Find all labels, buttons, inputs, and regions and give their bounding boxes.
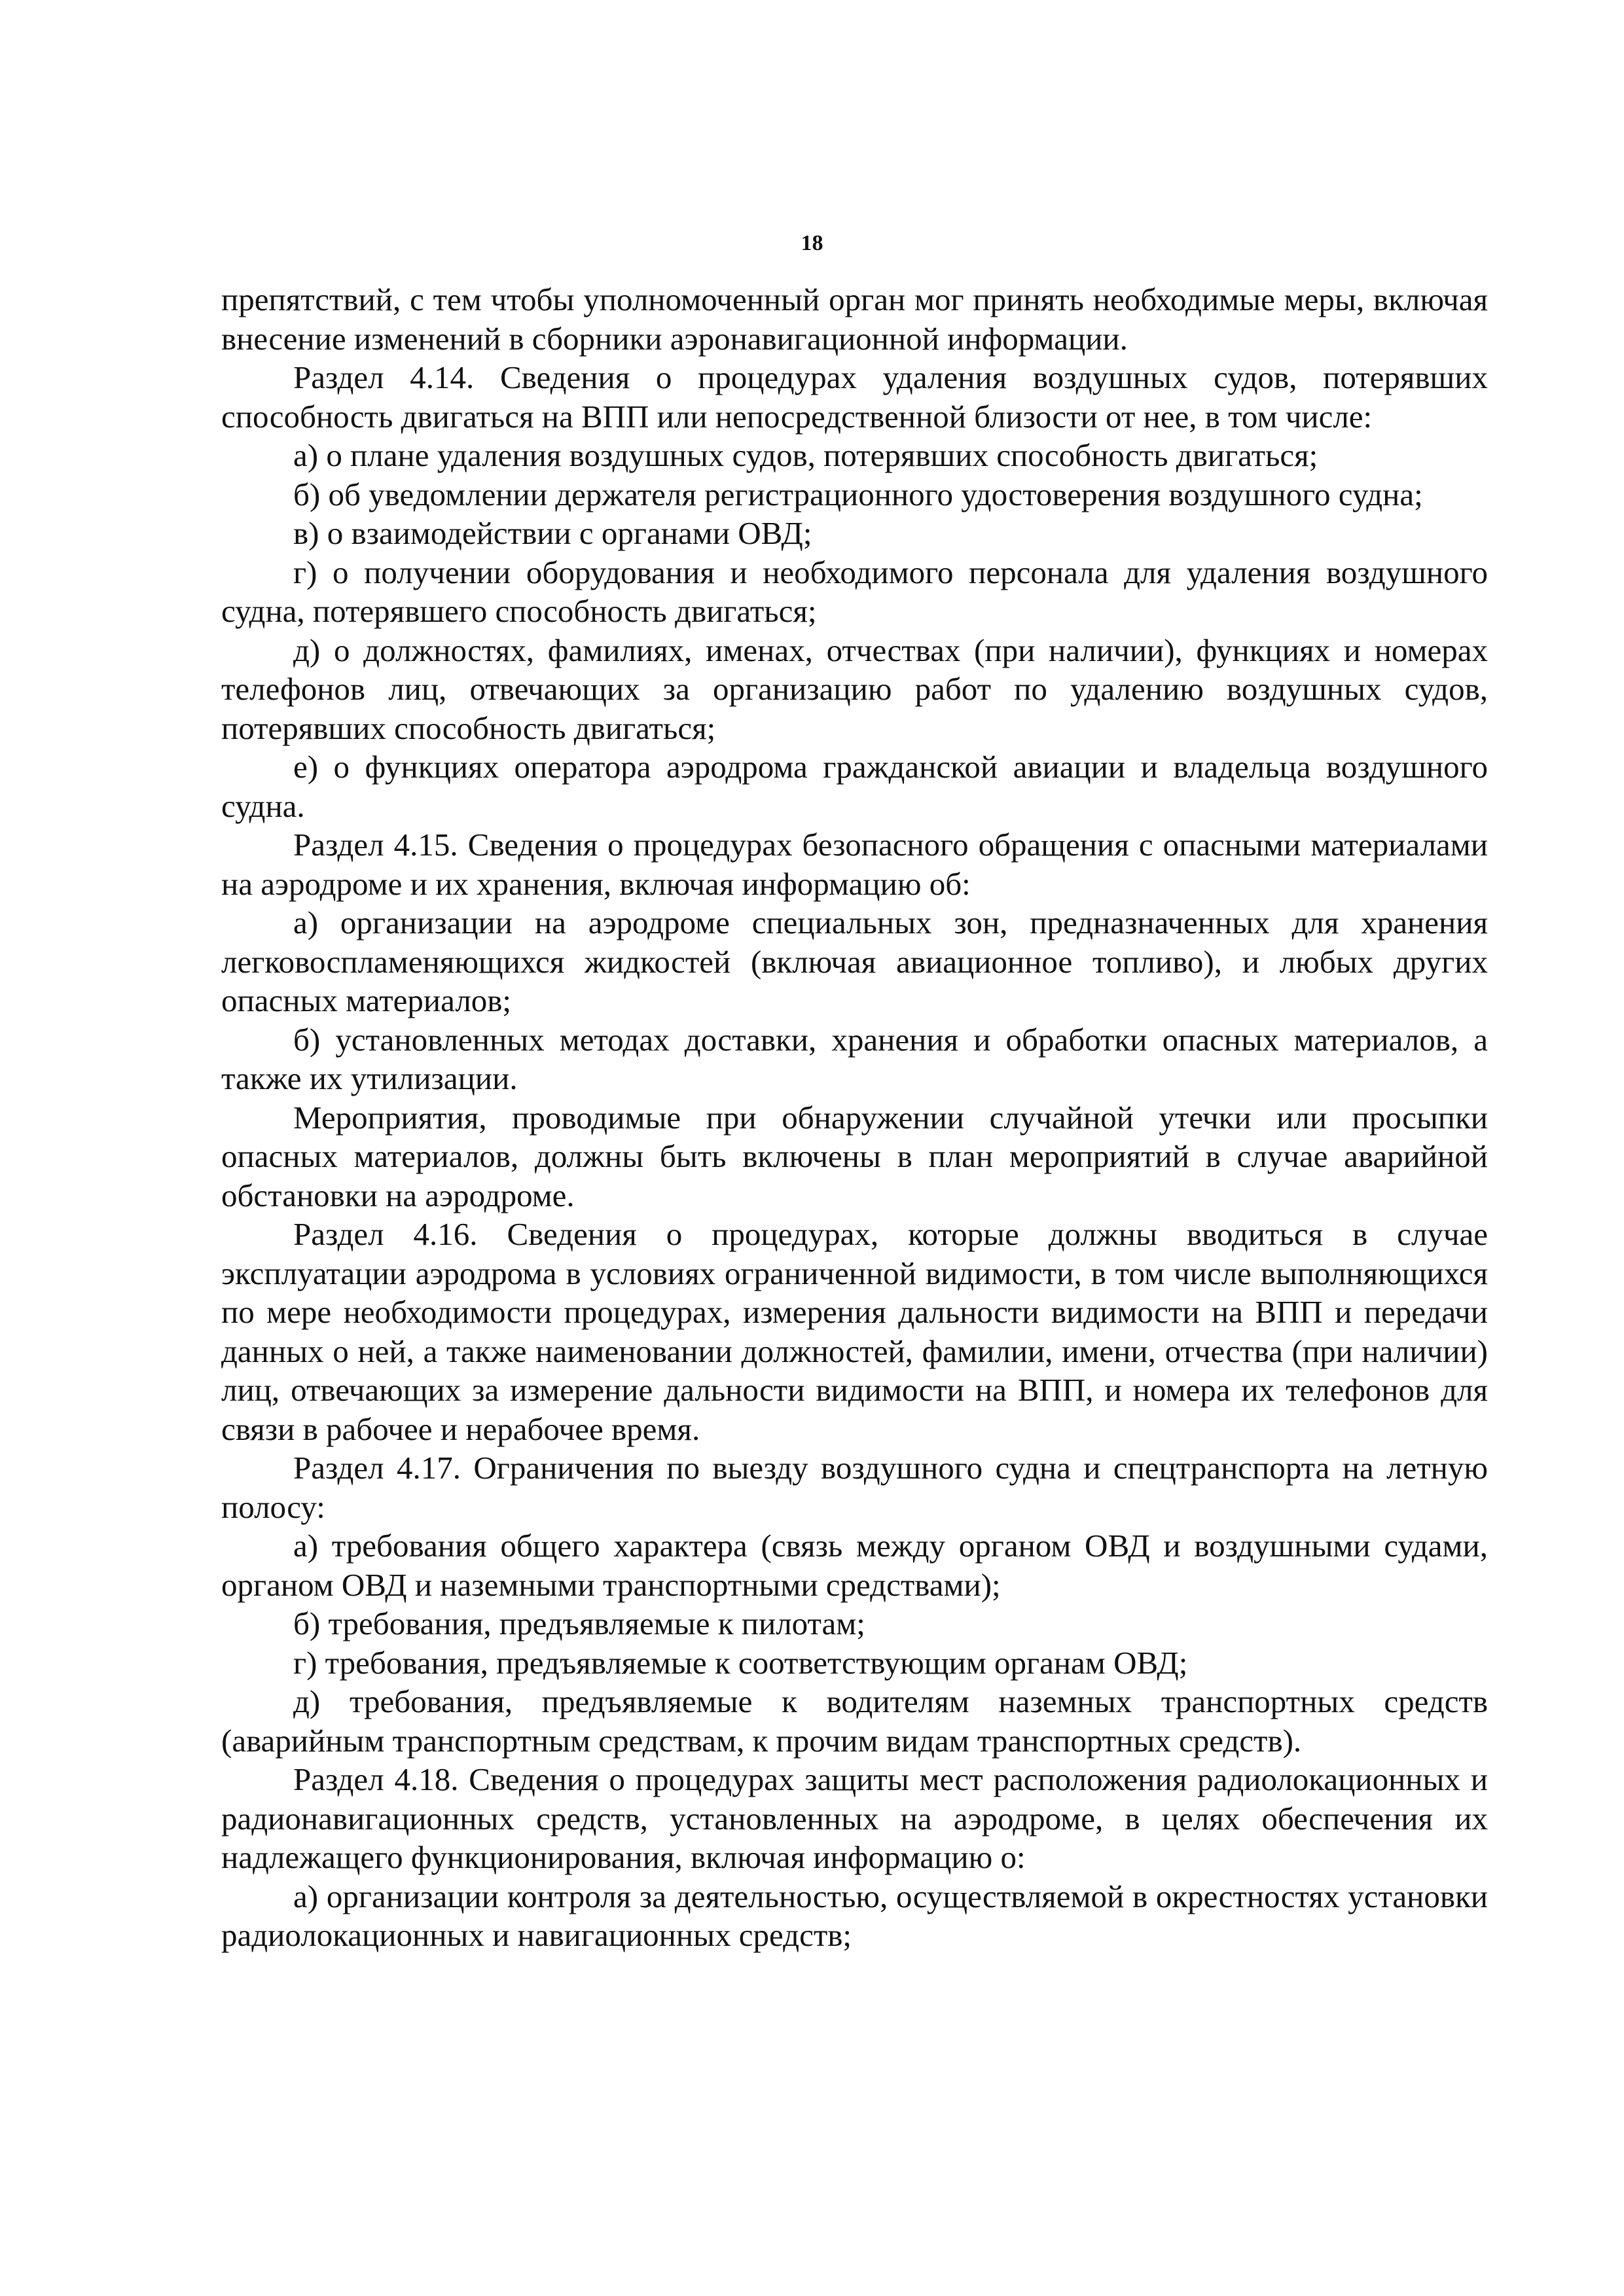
paragraph: Раздел 4.18. Сведения о процедурах защиты мест расположения радиолокационных и радионавигационных средств, установленных на аэродроме, в целях обеспечения их надлежащего функционирования, включая информацию о:: [221, 1761, 1488, 1875]
paragraph: б) об уведомлении держателя регистрационного удостоверения воздушного судна;: [293, 476, 1423, 512]
paragraph: Раздел 4.17. Ограничения по выезду воздушного судна и спецтранспорта на летную полосу:: [221, 1450, 1488, 1525]
paragraph: г) о получении оборудования и необходимого персонала для удаления воздушного судна, потерявшего способность двигаться;: [221, 554, 1488, 629]
paragraph: в) о взаимодействии с органами ОВД;: [293, 515, 812, 551]
paragraph: е) о функциях оператора аэродрома гражданской авиации и владельца воздушного судна.: [221, 749, 1488, 824]
paragraph: б) установленных методах доставки, хранения и обработки опасных материалов, а также их утилизации.: [221, 1021, 1488, 1096]
paragraph: а) о плане удаления воздушных судов, потерявших способность двигаться;: [293, 437, 1318, 473]
paragraph: а) требования общего характера (связь между органом ОВД и воздушными судами, органом ОВД и наземными транспортными средствами);: [221, 1528, 1488, 1603]
paragraph: Мероприятия, проводимые при обнаружении случайной утечки или просыпки опасных материалов, должны быть включены в план мероприятий в случае аварийной обстановки на аэродроме.: [221, 1099, 1488, 1213]
paragraph: а) организации на аэродроме специальных зон, предназначенных для хранения легковоспламеняющихся жидкостей (включая авиационное топливо), и любых других опасных материалов;: [221, 905, 1488, 1018]
paragraph: а) организации контроля за деятельностью, осуществляемой в окрестностях установки радиолокационных и навигационных средств;: [221, 1878, 1488, 1953]
paragraph: Раздел 4.16. Сведения о процедурах, которые должны вводиться в случае эксплуатации аэродрома в условиях ограниченной видимости, в том числе выполняющихся по мере необходимости процедурах, измерения дальности видимости на ВПП и передачи данных о ней, а также наименовании должностей, фамилии, имени, отчества (при наличии) лиц, отвечающих за измерение дальности видимости на ВПП, и номера их телефонов для связи в рабочее и нерабочее время.: [221, 1216, 1488, 1447]
page-number: 18: [801, 231, 823, 255]
paragraph: д) о должностях, фамилиях, именах, отчествах (при наличии), функциях и номерах телефонов лиц, отвечающих за организацию работ по удалению воздушных судов, потерявших способность двигаться;: [221, 632, 1488, 746]
paragraph: д) требования, предъявляемые к водителям наземных транспортных средств (аварийным транспортным средствам, к прочим видам транспортных средств).: [221, 1683, 1488, 1759]
paragraph: препятствий, с тем чтобы уполномоченный орган мог принять необходимые меры, включая внесение изменений в сборники аэронавигационной информации.: [221, 281, 1488, 357]
paragraph: г) требования, предъявляемые к соответствующим органам ОВД;: [293, 1644, 1188, 1681]
document-body: [221, 280, 1488, 1955]
paragraph: Раздел 4.15. Сведения о процедурах безопасного обращения с опасными материалами на аэродроме и их хранения, включая информацию об:: [221, 827, 1488, 902]
paragraph: б) требования, предъявляемые к пилотам;: [293, 1605, 865, 1641]
paragraph: Раздел 4.14. Сведения о процедурах удаления воздушных судов, потерявших способность двигаться на ВПП или непосредственной близости от нее, в том числе:: [221, 359, 1488, 435]
